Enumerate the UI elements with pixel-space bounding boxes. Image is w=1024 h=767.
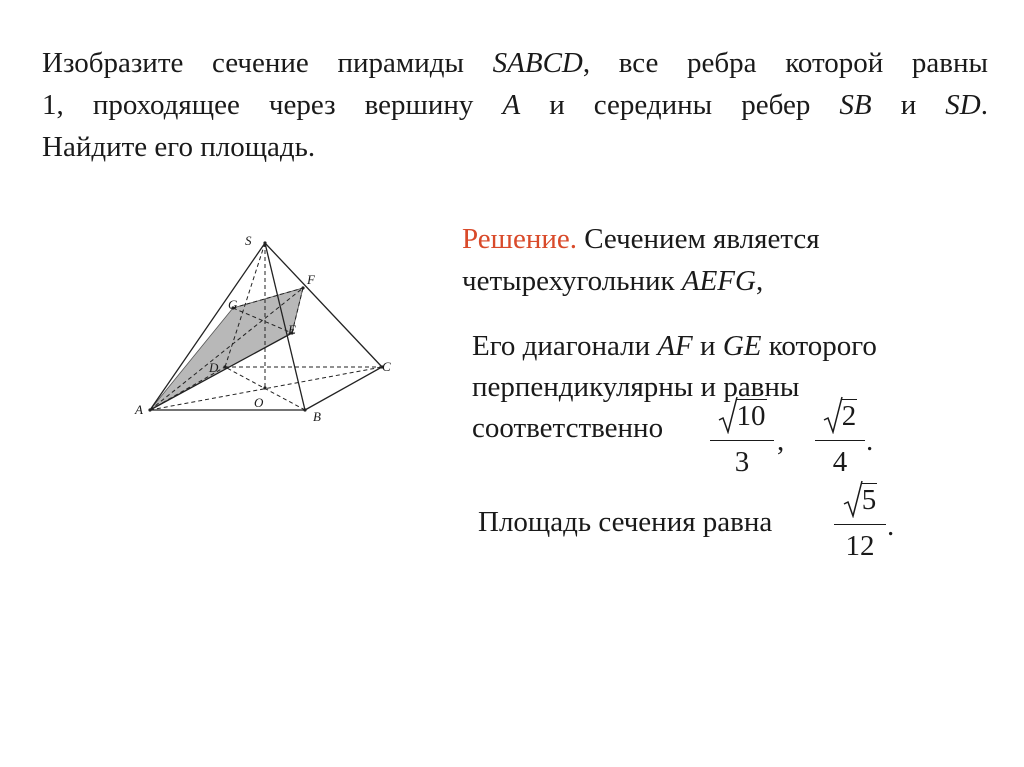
solution-comma: , (755, 265, 764, 297)
label-f: F (307, 272, 315, 287)
label-a: A (135, 402, 143, 417)
solution-intro (462, 218, 820, 302)
solution-text: Его диагонали (472, 330, 658, 362)
fraction-denominator: 12 (845, 530, 875, 562)
pyramid-diagram (125, 225, 415, 430)
diagonal-ge: GE (722, 330, 762, 362)
fraction-af (710, 400, 774, 486)
label-s: S (245, 233, 252, 248)
solution-label: Решение. (462, 223, 577, 255)
label-o: O (254, 395, 264, 410)
solution-text: соответственно (472, 412, 664, 444)
solution-text: которого (761, 330, 877, 362)
fraction-separator: , (777, 425, 785, 457)
label-g: G (228, 297, 238, 312)
problem-text: . (980, 89, 988, 121)
fraction-numerator: 2 (841, 400, 857, 432)
pyramid-name: SABCD (492, 47, 583, 79)
label-b: B (313, 409, 321, 424)
problem-text: и середины ребер (520, 89, 840, 121)
fraction-period: . (866, 425, 874, 457)
label-e: E (288, 322, 296, 337)
problem-statement (42, 42, 988, 168)
fraction-numerator: 5 (861, 484, 877, 516)
edge-name: SD (945, 89, 981, 121)
fraction-numerator: 10 (736, 400, 766, 432)
problem-line-3 (42, 126, 988, 168)
pyramid-svg (125, 225, 415, 430)
problem-text: Изобразите сечение пирамиды (42, 47, 493, 79)
label-d: D (209, 360, 219, 375)
area-period: . (887, 510, 895, 542)
quad-name: AEFG (681, 265, 756, 297)
solution-text: и (692, 330, 723, 362)
fraction-denominator: 3 (734, 446, 750, 478)
fraction-denominator: 4 (832, 446, 848, 478)
diagonal-af: AF (657, 330, 693, 362)
fraction-ge (815, 400, 865, 486)
edge-name: SB (839, 89, 872, 121)
fraction-area (834, 484, 886, 570)
label-c: C (382, 359, 391, 374)
problem-text: 1, проходящее через вершину (42, 89, 503, 121)
problem-text: и (871, 89, 946, 121)
solution-text: Сечением является (576, 223, 820, 255)
vertex-name: A (502, 89, 521, 121)
problem-text: , все ребра которой равны (582, 47, 989, 79)
solution-text: перпендикулярны и равны (472, 371, 800, 403)
problem-line-1 (42, 42, 988, 84)
problem-text: Найдите его площадь. (42, 131, 316, 163)
problem-line-2 (42, 84, 988, 126)
solution-text: четырехугольник (462, 265, 682, 297)
solution-area-text: Площадь сечения равна (478, 506, 773, 538)
